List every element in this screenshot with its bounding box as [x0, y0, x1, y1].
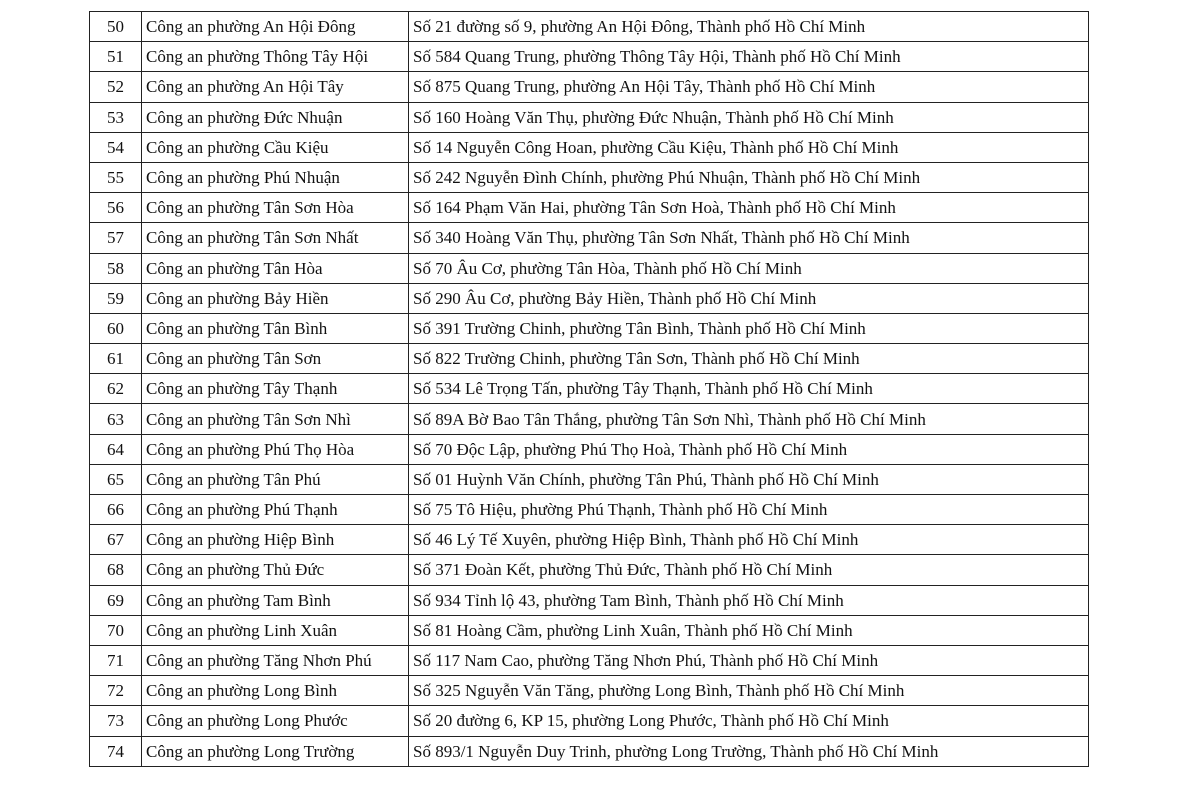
station-name-cell: Công an phường An Hội Đông [142, 12, 409, 42]
row-number-cell: 53 [90, 102, 142, 132]
station-name-cell: Công an phường Tân Hòa [142, 253, 409, 283]
station-name-cell: Công an phường Tam Bình [142, 585, 409, 615]
table-row [90, 42, 1089, 72]
row-number-cell: 52 [90, 72, 142, 102]
station-name-cell: Công an phường Long Trường [142, 736, 409, 766]
station-name-cell: Công an phường Long Phước [142, 706, 409, 736]
row-number-cell: 59 [90, 283, 142, 313]
table-row [90, 344, 1089, 374]
station-address-cell: Số 46 Lý Tế Xuyên, phường Hiệp Bình, Thành phố Hồ Chí Minh [409, 525, 1089, 555]
station-name-cell: Công an phường Tân Sơn [142, 344, 409, 374]
row-number-cell: 54 [90, 132, 142, 162]
table-row [90, 555, 1089, 585]
row-number-cell: 72 [90, 676, 142, 706]
station-address-cell: Số 20 đường 6, KP 15, phường Long Phước, Thành phố Hồ Chí Minh [409, 706, 1089, 736]
station-name-cell: Công an phường Long Bình [142, 676, 409, 706]
row-number-cell: 56 [90, 193, 142, 223]
table-row [90, 495, 1089, 525]
station-name-cell: Công an phường Phú Nhuận [142, 162, 409, 192]
table-row [90, 615, 1089, 645]
table-row [90, 102, 1089, 132]
station-name-cell: Công an phường Tăng Nhơn Phú [142, 645, 409, 675]
station-name-cell: Công an phường Hiệp Bình [142, 525, 409, 555]
row-number-cell: 74 [90, 736, 142, 766]
row-number-cell: 58 [90, 253, 142, 283]
table-row [90, 223, 1089, 253]
station-address-cell: Số 160 Hoàng Văn Thụ, phường Đức Nhuận, Thành phố Hồ Chí Minh [409, 102, 1089, 132]
station-name-cell: Công an phường Đức Nhuận [142, 102, 409, 132]
table-row [90, 193, 1089, 223]
row-number-cell: 65 [90, 464, 142, 494]
station-address-cell: Số 75 Tô Hiệu, phường Phú Thạnh, Thành phố Hồ Chí Minh [409, 495, 1089, 525]
row-number-cell: 71 [90, 645, 142, 675]
row-number-cell: 63 [90, 404, 142, 434]
table-body [90, 12, 1089, 767]
station-address-cell: Số 242 Nguyễn Đình Chính, phường Phú Nhuận, Thành phố Hồ Chí Minh [409, 162, 1089, 192]
table-row [90, 585, 1089, 615]
table-row [90, 162, 1089, 192]
station-name-cell: Công an phường Tân Sơn Hòa [142, 193, 409, 223]
row-number-cell: 64 [90, 434, 142, 464]
station-address-cell: Số 290 Âu Cơ, phường Bảy Hiền, Thành phố Hồ Chí Minh [409, 283, 1089, 313]
table-row [90, 464, 1089, 494]
table-row [90, 72, 1089, 102]
station-address-cell: Số 01 Huỳnh Văn Chính, phường Tân Phú, Thành phố Hồ Chí Minh [409, 464, 1089, 494]
station-name-cell: Công an phường Tân Phú [142, 464, 409, 494]
row-number-cell: 66 [90, 495, 142, 525]
station-address-cell: Số 893/1 Nguyễn Duy Trinh, phường Long Trường, Thành phố Hồ Chí Minh [409, 736, 1089, 766]
station-address-cell: Số 164 Phạm Văn Hai, phường Tân Sơn Hoà, Thành phố Hồ Chí Minh [409, 193, 1089, 223]
station-address-cell: Số 822 Trường Chinh, phường Tân Sơn, Thành phố Hồ Chí Minh [409, 344, 1089, 374]
row-number-cell: 70 [90, 615, 142, 645]
station-name-cell: Công an phường Tây Thạnh [142, 374, 409, 404]
station-address-cell: Số 371 Đoàn Kết, phường Thủ Đức, Thành phố Hồ Chí Minh [409, 555, 1089, 585]
station-address-cell: Số 391 Trường Chinh, phường Tân Bình, Thành phố Hồ Chí Minh [409, 313, 1089, 343]
station-name-cell: Công an phường Tân Sơn Nhất [142, 223, 409, 253]
table-row [90, 313, 1089, 343]
station-address-cell: Số 584 Quang Trung, phường Thông Tây Hội, Thành phố Hồ Chí Minh [409, 42, 1089, 72]
row-number-cell: 55 [90, 162, 142, 192]
station-name-cell: Công an phường Cầu Kiệu [142, 132, 409, 162]
station-address-cell: Số 325 Nguyễn Văn Tăng, phường Long Bình, Thành phố Hồ Chí Minh [409, 676, 1089, 706]
station-address-cell: Số 81 Hoàng Cầm, phường Linh Xuân, Thành phố Hồ Chí Minh [409, 615, 1089, 645]
document-page [89, 11, 1089, 767]
table-row [90, 434, 1089, 464]
station-address-cell: Số 117 Nam Cao, phường Tăng Nhơn Phú, Thành phố Hồ Chí Minh [409, 645, 1089, 675]
table-row [90, 404, 1089, 434]
row-number-cell: 51 [90, 42, 142, 72]
station-address-cell: Số 934 Tỉnh lộ 43, phường Tam Bình, Thành phố Hồ Chí Minh [409, 585, 1089, 615]
station-address-cell: Số 534 Lê Trọng Tấn, phường Tây Thạnh, Thành phố Hồ Chí Minh [409, 374, 1089, 404]
row-number-cell: 60 [90, 313, 142, 343]
station-name-cell: Công an phường Phú Thạnh [142, 495, 409, 525]
station-name-cell: Công an phường An Hội Tây [142, 72, 409, 102]
station-name-cell: Công an phường Bảy Hiền [142, 283, 409, 313]
table-row [90, 12, 1089, 42]
row-number-cell: 69 [90, 585, 142, 615]
row-number-cell: 67 [90, 525, 142, 555]
table-row [90, 283, 1089, 313]
table-row [90, 253, 1089, 283]
row-number-cell: 73 [90, 706, 142, 736]
station-address-cell: Số 340 Hoàng Văn Thụ, phường Tân Sơn Nhất, Thành phố Hồ Chí Minh [409, 223, 1089, 253]
station-name-cell: Công an phường Linh Xuân [142, 615, 409, 645]
police-station-table [89, 11, 1089, 767]
station-address-cell: Số 14 Nguyễn Công Hoan, phường Cầu Kiệu, Thành phố Hồ Chí Minh [409, 132, 1089, 162]
station-name-cell: Công an phường Tân Sơn Nhì [142, 404, 409, 434]
row-number-cell: 68 [90, 555, 142, 585]
station-name-cell: Công an phường Phú Thọ Hòa [142, 434, 409, 464]
table-row [90, 736, 1089, 766]
station-address-cell: Số 70 Độc Lập, phường Phú Thọ Hoà, Thành phố Hồ Chí Minh [409, 434, 1089, 464]
row-number-cell: 57 [90, 223, 142, 253]
station-name-cell: Công an phường Thủ Đức [142, 555, 409, 585]
table-row [90, 706, 1089, 736]
station-address-cell: Số 21 đường số 9, phường An Hội Đông, Thành phố Hồ Chí Minh [409, 12, 1089, 42]
table-row [90, 374, 1089, 404]
row-number-cell: 62 [90, 374, 142, 404]
row-number-cell: 50 [90, 12, 142, 42]
table-row [90, 525, 1089, 555]
station-address-cell: Số 70 Âu Cơ, phường Tân Hòa, Thành phố Hồ Chí Minh [409, 253, 1089, 283]
station-name-cell: Công an phường Thông Tây Hội [142, 42, 409, 72]
table-row [90, 132, 1089, 162]
station-address-cell: Số 875 Quang Trung, phường An Hội Tây, Thành phố Hồ Chí Minh [409, 72, 1089, 102]
row-number-cell: 61 [90, 344, 142, 374]
table-row [90, 645, 1089, 675]
table-row [90, 676, 1089, 706]
station-address-cell: Số 89A Bờ Bao Tân Thắng, phường Tân Sơn Nhì, Thành phố Hồ Chí Minh [409, 404, 1089, 434]
station-name-cell: Công an phường Tân Bình [142, 313, 409, 343]
